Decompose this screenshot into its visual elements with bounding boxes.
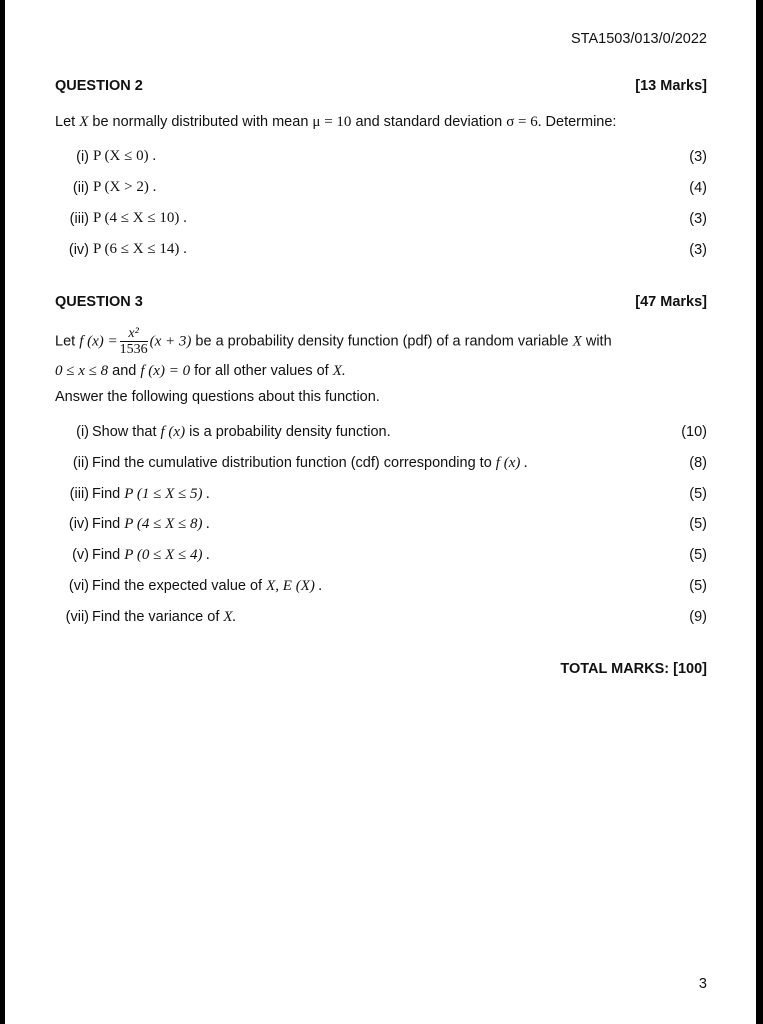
- q3-item-marks: (9): [689, 609, 707, 625]
- q2-item-number: (iii): [69, 211, 89, 227]
- question-3-title: QUESTION 3: [55, 294, 143, 310]
- q3-item-text: Find P (0 ≤ X ≤ 4) .: [92, 547, 211, 563]
- question-2-title: QUESTION 2: [55, 78, 143, 94]
- q2-item-number: (i): [76, 149, 89, 165]
- q3-item-marks: (5): [689, 486, 707, 502]
- course-code: STA1503/013/0/2022: [571, 31, 707, 47]
- q3-item-text: Find the cumulative distribution function (cdf) corresponding to f (x) .: [92, 455, 528, 471]
- question-2-intro: Let X be normally distributed with mean μ = 10 and standard deviation σ = 6. Determine:: [55, 114, 617, 130]
- q2-item-expression: P (4 ≤ X ≤ 10) .: [93, 210, 187, 226]
- q2-item-marks: (3): [689, 149, 707, 165]
- q3-item-text: Show that f (x) is a probability density function.: [92, 424, 391, 440]
- exam-page: [5, 0, 756, 1024]
- q3-item-number: (vi): [68, 578, 89, 594]
- q3-item-marks: (5): [689, 578, 707, 594]
- q2-item-marks: (4): [689, 180, 707, 196]
- q3-item-marks: (8): [689, 455, 707, 471]
- q2-item-expression: P (6 ≤ X ≤ 14) .: [93, 241, 187, 257]
- q3-item-number: (i): [76, 424, 89, 440]
- question-3-support: 0 ≤ x ≤ 8 and f (x) = 0 for all other values of X.: [55, 363, 346, 379]
- q3-item-number: (iv): [68, 516, 89, 532]
- question-3-instruction: Answer the following questions about this function.: [55, 389, 380, 405]
- q2-item-number: (ii): [72, 180, 89, 196]
- question-3-definition: Let f (x) = $\frac{\text{x²}}{1536}$ (x + 3) be a probability density function (pdf) of a random variable X with: [55, 326, 612, 357]
- q3-item-marks: (10): [681, 424, 707, 440]
- q3-item-text: Find P (4 ≤ X ≤ 8) .: [92, 516, 211, 532]
- q3-item-number: (v): [72, 547, 89, 563]
- total-marks: TOTAL MARKS: [100]: [560, 661, 707, 677]
- q3-item-text: Find the variance of X.: [92, 609, 237, 625]
- q3-item-number: (ii): [72, 455, 89, 471]
- q3-item-number: (vii): [65, 609, 89, 625]
- q2-item-number: (iv): [68, 242, 89, 258]
- question-3-marks: [47 Marks]: [635, 294, 707, 310]
- q3-item-text: Find P (1 ≤ X ≤ 5) .: [92, 486, 211, 502]
- q2-item-marks: (3): [689, 242, 707, 258]
- q2-item-expression: P (X > 2) .: [93, 179, 157, 195]
- pdf-fraction: $\frac{\text{x²}}{1536}$: [119, 326, 148, 357]
- q2-item-expression: P (X ≤ 0) .: [93, 148, 157, 164]
- q3-item-marks: (5): [689, 516, 707, 532]
- question-2-marks: [13 Marks]: [635, 78, 707, 94]
- q3-item-text: Find the expected value of X, E (X) .: [92, 578, 323, 594]
- q3-item-marks: (5): [689, 547, 707, 563]
- q3-item-number: (iii): [69, 486, 89, 502]
- q2-item-marks: (3): [689, 211, 707, 227]
- page-number: 3: [698, 976, 707, 992]
